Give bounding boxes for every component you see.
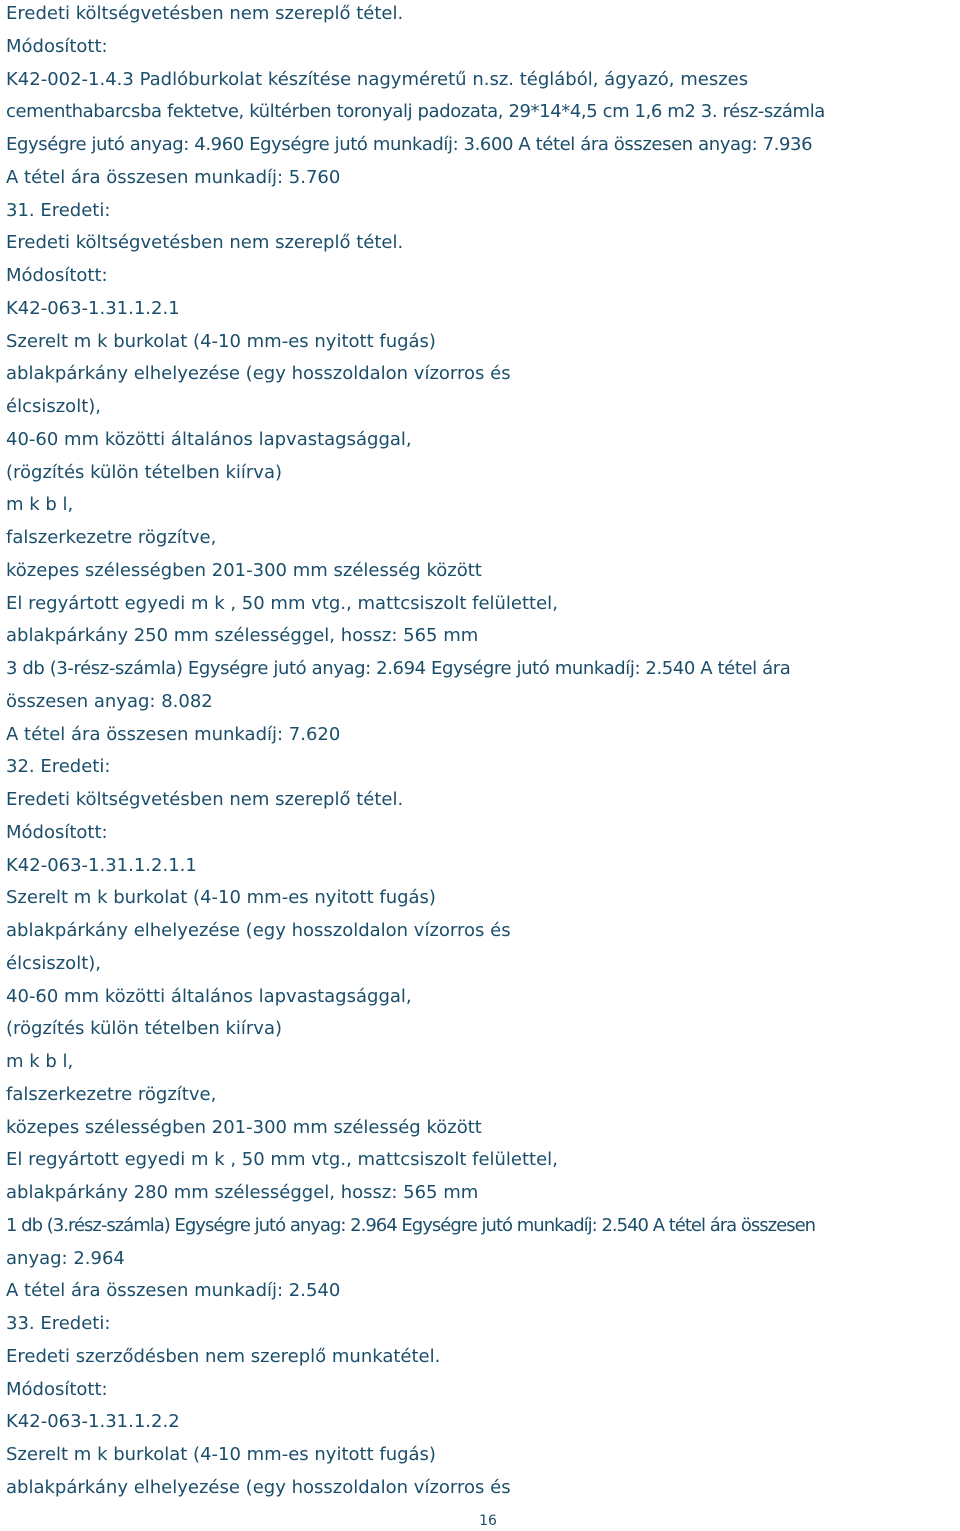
text-line: A tétel ára összesen munkadíj: 2.540 xyxy=(6,1280,341,1302)
text-line: ablakpárkány 280 mm szélességgel, hossz: 565 mm xyxy=(6,1182,479,1203)
text-line: ablakpárkány elhelyezése (egy hosszoldalon vízorros és xyxy=(6,1476,511,1498)
text-line: összesen anyag: 8.082 xyxy=(6,690,213,712)
text-line: 40-60 mm közötti általános lapvastagsággal, xyxy=(6,985,412,1007)
text-line: élcsiszolt), xyxy=(6,952,101,974)
document-body xyxy=(6,0,956,1505)
text-line: 3 db (3-rész-számla) Egységre jutó anyag: 2.694 Egységre jutó munkadíj: 2.540 A tétel ára xyxy=(6,658,791,679)
text-line: közepes szélességben 201-300 mm szélesség között xyxy=(6,1116,482,1138)
text-line: Szerelt m k burkolat (4-10 mm-es nyitott fugás) xyxy=(6,1444,436,1465)
text-line: Eredeti költségvetésben nem szereplő tétel. xyxy=(6,3,404,24)
text-line: Módosított: xyxy=(6,35,108,57)
text-line: Eredeti költségvetésben nem szereplő tétel. xyxy=(6,232,404,254)
item-code: K42-063-1.31.1.2.1 xyxy=(6,297,180,319)
text-line: falszerkezetre rögzítve, xyxy=(6,1083,217,1105)
text-line: Szerelt m k burkolat (4-10 mm-es nyitott fugás) xyxy=(6,887,436,909)
text-line: Módosított: xyxy=(6,265,108,286)
text-line: A tétel ára összesen munkadíj: 7.620 xyxy=(6,723,341,745)
text-line: 1 db (3.rész-számla) Egységre jutó anyag: 2.964 Egységre jutó munkadíj: 2.540 A tétel ára összesen xyxy=(6,1214,816,1236)
text-line: El regyártott egyedi m k , 50 mm vtg., mattcsiszolt felülettel, xyxy=(6,1149,558,1171)
item-heading: 33. Eredeti: xyxy=(6,1313,111,1334)
text-line: ablakpárkány 250 mm szélességgel, hossz: 565 mm xyxy=(6,625,479,647)
text-line: Módosított: xyxy=(6,821,108,843)
text-line: (rögzítés külön tételben kiírva) xyxy=(6,461,282,483)
text-line: Szerelt m k burkolat (4-10 mm-es nyitott fugás) xyxy=(6,330,436,352)
item-code: K42-063-1.31.1.2.2 xyxy=(6,1411,180,1433)
item-code: K42-063-1.31.1.2.1.1 xyxy=(6,854,197,876)
text-line: cementhabarcsba fektetve, kültérben toronyalj padozata, 29*14*4,5 cm 1,6 m2 3. rész-számla xyxy=(6,101,825,123)
text-line: El regyártott egyedi m k , 50 mm vtg., mattcsiszolt felülettel, xyxy=(6,592,558,614)
text-line: (rögzítés külön tételben kiírva) xyxy=(6,1018,282,1040)
text-line: ablakpárkány elhelyezése (egy hosszoldalon vízorros és xyxy=(6,920,511,941)
text-line: Eredeti szerződésben nem szereplő munkatétel. xyxy=(6,1345,441,1367)
text-line: K42-002-1.4.3 Padlóburkolat készítése nagyméretű n.sz. téglából, ágyazó, meszes xyxy=(6,68,749,90)
text-line: anyag: 2.964 xyxy=(6,1247,125,1269)
text-line: élcsiszolt), xyxy=(6,396,101,417)
item-heading: 32. Eredeti: xyxy=(6,756,111,778)
text-line: m k b l, xyxy=(6,494,74,516)
text-line: m k b l, xyxy=(6,1051,74,1072)
text-line: Módosított: xyxy=(6,1378,108,1400)
text-line: közepes szélességben 201-300 mm szélesség között xyxy=(6,559,482,581)
text-line: A tétel ára összesen munkadíj: 5.760 xyxy=(6,166,341,188)
text-line: ablakpárkány elhelyezése (egy hosszoldalon vízorros és xyxy=(6,363,511,385)
text-line: 40-60 mm közötti általános lapvastagsággal, xyxy=(6,428,412,450)
text-line: falszerkezetre rögzítve, xyxy=(6,527,217,548)
text-line: Eredeti költségvetésben nem szereplő tétel. xyxy=(6,789,404,810)
item-heading: 31. Eredeti: xyxy=(6,199,111,221)
text-line: Egységre jutó anyag: 4.960 Egységre jutó munkadíj: 3.600 A tétel ára összesen anyag: 7.936 xyxy=(6,134,813,155)
page-number: 16 xyxy=(479,1513,497,1529)
